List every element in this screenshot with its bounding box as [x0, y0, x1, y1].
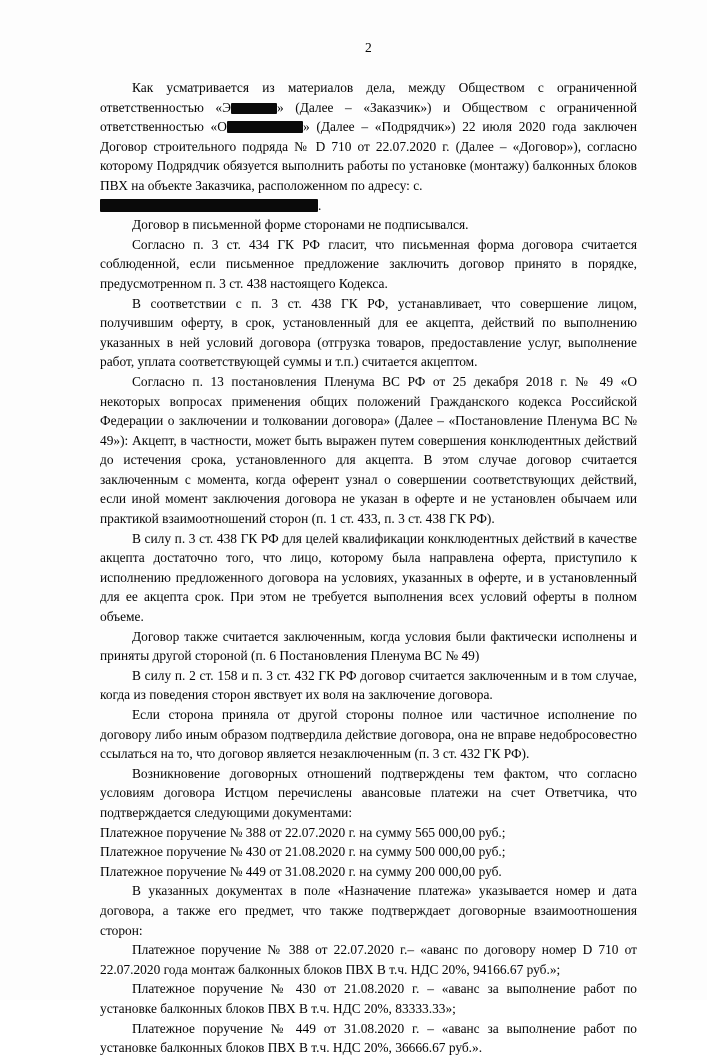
- paragraph-contractual-relations: Возникновение договорных отношений подтверждены тем фактом, что согласно условиям договора Истцом перечислены авансовые платежи на счет Ответчика, что подтверждается следующими документами:: [100, 765, 637, 820]
- redaction-block-address: [100, 199, 318, 212]
- redaction-block-company-2: [227, 121, 303, 133]
- paragraph-text: Как усматривается из материалов дела, между Обществом с ограниченной ответственностью «Э: [100, 80, 637, 115]
- paragraph-conclusive-actions: В силу п. 3 ст. 438 ГК РФ для целей квалификации конклюдентных действий в качестве акцепта достаточно того, что лицо, которому была направлена оферта, приступило к исполнению предложенного договора на условиях, указанных в оферте, и в установленный для ее акцепта срок. При этом не требуется выполнения всех условий оферты в полном объеме.: [100, 530, 637, 625]
- paragraph-payment-purpose: В указанных документах в поле «Назначение платежа» указывается номер и дата договора, а также его предмет, что также подтверждает договорные взаимоотношения сторон:: [100, 883, 637, 938]
- page-number: 2: [365, 40, 372, 55]
- paragraph-address-redacted: [100, 196, 637, 216]
- payment-order-detail-430: Платежное поручение № 430 от 21.08.2020 г. – «аванс за выполнение работ по установке балконных блоков ПВХ В т.ч. НДС 20%, 83333.33»;: [100, 981, 637, 1016]
- payment-order-detail-449: Платежное поручение № 449 от 31.08.2020 г. – «аванс за выполнение работ по установке балконных блоков ПВХ В т.ч. НДС 20%, 36666.67 руб.».: [100, 1020, 637, 1056]
- paragraph-actual-execution: Договор также считается заключенным, когда условия были фактически исполнены и приняты другой стороной (п. 6 Постановления Пленума ВС № 49): [100, 628, 637, 664]
- paragraph-no-written-form: Договор в письменной форме сторонами не подписывался.: [132, 217, 469, 233]
- paragraph-article-158-432: В силу п. 2 ст. 158 и п. 3 ст. 432 ГК РФ договор считается заключенным и в том случае, когда из поведения сторон явствует их воля на заключение договора.: [100, 667, 637, 703]
- paragraph-article-438: В соответствии с п. 3 ст. 438 ГК РФ, устанавливает, что совершение лицом, получившим оферту, в срок, установленный для ее акцепта, действий по выполнению указанных в ней условий договора (отгрузка товаров, предоставление услуг, выполнение работ, уплата соответствующей суммы и т.п.) считается акцептом.: [100, 295, 637, 370]
- payment-order-item-388: Платежное поручение № 388 от 22.07.2020 г. на сумму 565 000,00 руб.;: [100, 824, 506, 840]
- paragraph-text: » (Далее – «Подрядчик») 22 июля 2020 года заключен Договор строительного подряда № D 710 от 22.07.2020 г. (Далее – «Договор»), согласно которому Подрядчик обязуется выполнить работы по установке (монтажу) балконных блоков ПВХ на объекте Заказчика, расположенном по адресу: с.: [100, 119, 637, 193]
- payment-order-detail-388: Платежное поручение № 388 от 22.07.2020 г.– «аванс по договору номер D 710 от 22.07.2020 года монтаж балконных блоков ПВХ В т.ч. НДС 20%, 94166.67 руб.»;: [100, 942, 637, 977]
- paragraph-text: » (Далее – «Заказчик») и Обществом с ограниченной ответственностью «О: [100, 99, 637, 135]
- paragraph-intro: [100, 78, 637, 196]
- paragraph-bad-faith: Если сторона приняла от другой стороны полное или частичное исполнение по договору либо иным образом подтвердила действие договора, она не вправе недобросовестно ссылаться на то, что договор является незаключенным (п. 3 ст. 432 ГК РФ).: [100, 707, 637, 762]
- paragraph-article-434: Согласно п. 3 ст. 434 ГК РФ гласит, что письменная форма договора считается соблюденной, если письменное предложение заключить договор принято в порядке, предусмотренном п. 3 ст. 438 настоящего Кодекса.: [100, 236, 637, 291]
- payment-order-item-449: Платежное поручение № 449 от 31.08.2020 г. на сумму 200 000,00 руб.: [100, 863, 502, 879]
- redaction-block-company-1: [231, 103, 277, 114]
- payment-order-item-430: Платежное поручение № 430 от 21.08.2020 г. на сумму 500 000,00 руб.;: [100, 844, 506, 860]
- paragraph-plenum-49: Согласно п. 13 постановления Пленума ВС РФ от 25 декабря 2018 г. № 49 «О некоторых вопросах применения общих положений Гражданского кодекса Российской Федерации о заключении и толковании договора» (Далее – «Постановление Пленума ВС № 49»): Акцепт, в частности, может быть выражен путем совершения конклюдентных действий до истечения срока, установленного для акцепта. В этом случае договор считается заключенным с момента, когда оферент узнал о совершении соответствующих действий, если иной момент заключения договора не указан в оферте и не установлен обычаем или практикой взаимоотношений сторон (п. 1 ст. 433, п. 3 ст. 438 ГК РФ).: [100, 373, 637, 527]
- paragraph-text: .: [318, 197, 322, 213]
- document-body: [100, 78, 637, 1058]
